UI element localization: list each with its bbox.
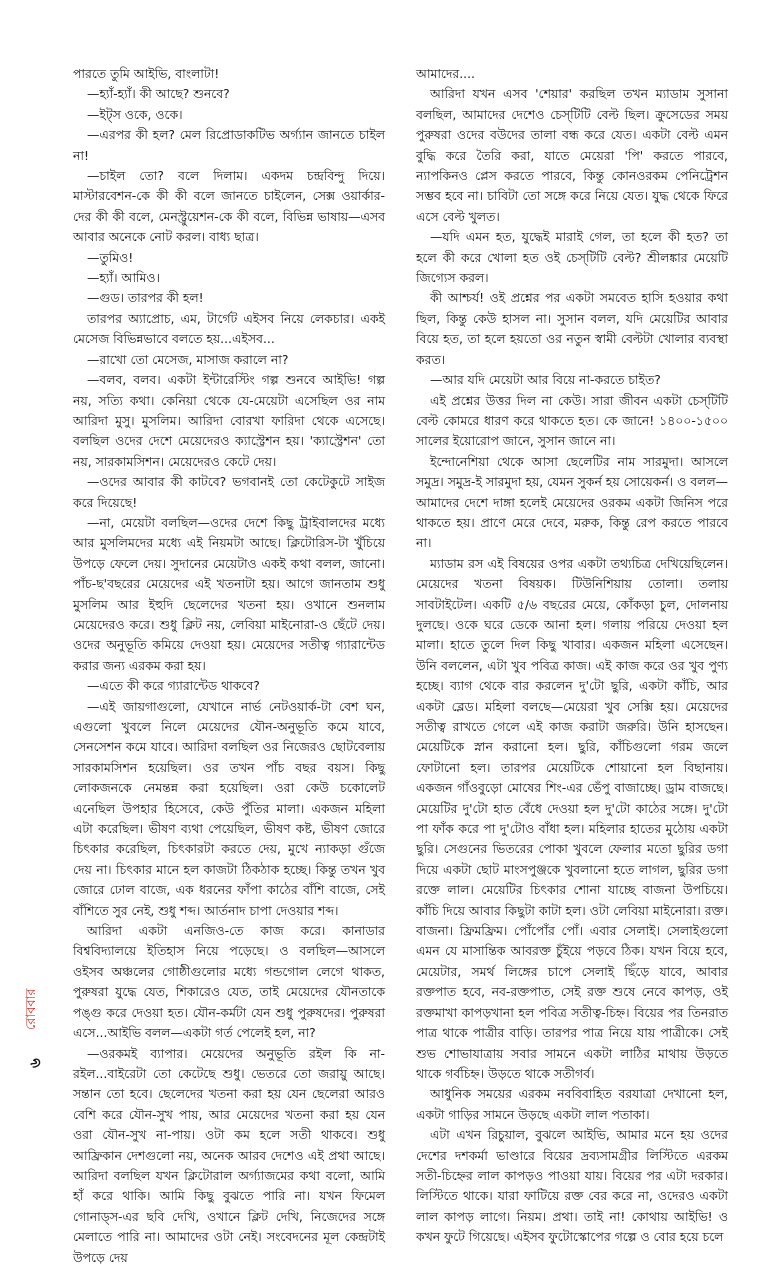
paragraph: —এই জায়গাগুলো, যেখানে নার্ভ নেটওয়ার্ক-টা বেশ ঘন, এগুলো খুবলে নিলে মেয়েদের যৌন-অনুভূতি কমে যাবে, সেনসেশন কমে যাবে। আরিদা বলছিল ওর নিজেরও ছোটবেলায় সারকামসিশন হয়েছিল। ওর তখন পাঁচ বছর বয়স। কিছু লোকজনকে নেমন্তন্ন করা হয়েছিল। ওরা কেউ চকোলেট এনেছিল উপহার হিসেবে, কেউ পুঁতির মালা। একজন মহিলা এটা করেছিল। ভীষণ ব্যথা পেয়েছিল, ভীষণ কষ্ট, ভীষণ জোরে চিৎকার করেছিল, চিৎকারটা করতে দেয়, মুখে ন্যাকড়া গুঁজে দেয় না। চিৎকার মানে হল কাজটা ঠিকঠাক হচ্ছে। কিন্তু তখন খুব জোরে ঢোল বাজে, এক ধরনের ফাঁপা কাঠের বাঁশি বাজে, সেই বাঁশিতে সুর নেই, শুধু শব্দ। আর্তনাদ চাপা দেওয়ার শব্দ।	[73, 698, 385, 918]
paragraph: —ওরকমই ব্যাপার। মেয়েদের অনুভূতি রইল কি না-রইল...বাইরেটা তো কেটেছে শুধু। ভেতরে তো জরায়ু আছে। সন্তান তো হবে। ছেলেদের খতনা করা হয় যেন ছেলেরা আরও বেশি করে যৌন-সুখ পায়, আর মেয়েদের খতনা করা হয় যেন ওরা যৌন-সুখ না-পায়। ওটা কম হলে সতী থাকবে। শুধু আফ্রিকান দেশগুলো নয়, অনেক আরব দেশেও এই প্রথা আছে। আরিদা বলছিল যখন ক্লিটোরাল অর্গ্যাজমের কথা বলো, আমি হাঁ করে থাকি। আমি কিছু বুঝতে পারি না। যখন ফিমেল গোনাড্‌স-এর ছবি দেখি, ওখানে ক্লিট দেখি, নিজেদের সঙ্গে মেলাতে পারি না। আমাদের ওটা নেই। সংবেদনের মূল কেন্দ্রটাই উপড়ে দেয়	[73, 1045, 385, 1265]
paragraph: আমাদের....	[416, 66, 475, 81]
paragraph: ইন্দোনেশিয়া থেকে আসা ছেলেটির নাম সারমুদা। আসলে সমুদ্র। সমুদ্র-ই সারমুদা হয়, যেমন সুকর্ন হয় সোয়েকর্ন। ও বলল—আমাদের দেশে দাঙ্গা হলেই মেয়েদের ওরকম একটা জিনিস পরে থাকতে হয়। প্রাণে মেরে দেবে, মরুক, কিন্তু রেপ করতে পারবে না।	[416, 453, 728, 551]
paragraph: —রাখো তো মেসেজ, মাসাজ করালে না?	[87, 351, 289, 367]
paragraph: তারপর অ্যাপ্রোচ, এম, টার্গেট এইসব নিয়ে লেকচার। একই মেসেজ বিভিন্নভাবে বলতে হয়...এইসব...	[73, 310, 385, 347]
paragraph: আধুনিক সময়ের এরকম নববিবাহিত বরযাত্রা দেখানো হল, একটা গাড়ির সামনে উড়ছে একটা লাল পতাকা।	[416, 1086, 728, 1122]
paragraph: —বলব, বলব। একটা ইন্টারেস্টিং গল্প শুনবে আইভি! গল্প নয়, সত্যি কথা। কেনিয়া থেকে যে-মেয়েটা এসেছিল ওর নাম আরিদা মুসু। মুসলিম। আরিদা বোরখা ফারিদা থেকে এসেছে। বলছিল ওদের দেশে মেয়েদেরও ক্যাস্ট্রেশন হয়। 'ক্যাস্ট্রেশন' তো নয়, সারকামসিশন। মেয়েদেরও কেটে দেয়।	[73, 372, 385, 469]
paragraph: এই প্রশ্নের উত্তর দিল না কেউ। সারা জীবন একটা চেস্‌টিটি বেল্ট কোমরে ধারণ করে থাকতে হত। কে জানে! ১৪০০-১৫০০ সালের ইয়োরোপ জানে, সুসান জানে না।	[416, 392, 728, 449]
left-text-column	[73, 64, 385, 1265]
paragraph: —হ্যাঁ-হ্যাঁ। কী আছে? শুনবে?	[87, 86, 230, 102]
paragraph: —আর যদি মেয়েটা আর বিয়ে না-করতে চাইত?	[430, 372, 661, 388]
paragraph: —তুমিও!	[87, 249, 134, 265]
paragraph: —ইট্‌স ওকে, ওকে।	[87, 106, 183, 122]
right-text-column	[416, 64, 728, 1245]
paragraph: —যদি এমন হত, যুদ্ধেই মারাই গেল, তা হলে কী হত? তা হলে কী করে খোলা হত ওই চেস্‌টিটি বেল্ট? শ্রীলঙ্কার মেয়েটি জিগ্যেস করল।	[416, 229, 728, 286]
paragraph: —না, মেয়েটা বলছিল—ওদের দেশে কিছু ট্রাইবালদের মধ্যে আর মুসলিমদের মধ্যে এই নিয়মটা আছে। ক্লিটোরিস-টা খুঁচিয়ে উপড়ে ফেলে দেয়। সুদানের মেয়েটাও একই কথা বলল, জানো। পাঁচ-ছ'বছরের মেয়েদের এই খতনাটা হয়। আগে জানতাম শুধু মুসলিম আর ইহুদি ছেলেদের খতনা হয়। ওখানে শুনলাম মেয়েদেরও করে। শুধু ক্লিট নয়, লেবিয়া মাইনোরা-ও ছেঁটে দেয়। ওদের অনুভূতি কমিয়ে দেওয়া হয়। মেয়েদের সতীত্ব গ্যারান্টেড করার জন্য এরকম করা হয়।	[73, 514, 385, 673]
paragraph: ম্যাডাম রস এই বিষয়ের ওপর একটা তথ্যচিত্র দেখিয়েছিলেন। মেয়েদের খতনা বিষয়ক। টিউনিশিয়ায় তোলা। তলায় সাবটাইটেল। একটি ৫/৬ বছরের মেয়ে, কোঁকড়া চুল, দোলনায় দুলছে। ওকে ঘরে ডেকে আনা হল। গলায় পরিয়ে দেওয়া হল মালা। হাতে তুলে দিল কিছু খাবার। একজন মহিলা এসেছেন। উনি বললেন, এটা খুব পবিত্র কাজ। এই কাজ করে ওর খুব পুণ্য হচ্ছে। ব্যাগ থেকে বার করলেন দু'টো ছুরি, একটা কাঁচি, আর একটা ব্লেড। মহিলা বলছে—মেয়েরা খুব সেক্সি হয়। মেয়েদের সতীত্ব রাখতে গেলে এই কাজ করাটা জরুরি। উনি হাসছেন। মেয়েটিকে স্নান করানো হল। ছুরি, কাঁচিগুলো গরম জলে ফোটানো হল। তারপর মেয়েটিকে শোয়ানো হল বিছানায়। একজন গাঁওবুড়ো মোষের শিং-এর ভেঁপু বাজাচ্ছে। ড্রাম বাজছে। মেয়েটির দু'টো হাত বেঁধে দেওয়া হল দু'টো কাঠের সঙ্গে। দু'টো পা ফাঁক করে পা দু'টোও বাঁধা হল। মহিলার হাতের মুঠোয় একটা ছুরি। সেগুনের ভিতরের পোকা খুবলে ফেলার মতো ছুরির ডগা দিয়ে একটা ছোট মাংসপুঞ্জকে খুবলানো হতে লাগল, ছুরির ডগা রক্তে লাল। মেয়েটির চিৎকার শোনা যাচ্ছে বাজনা উপচিয়ে। কাঁচি দিয়ে আবার কিছুটা কাটা হল। ওটা লেবিয়া মাইনোরা। রক্ত। বাজনা। ফ্রিমফ্রিম। পোঁপোঁর পোঁ। এবার সেলাই। সেলাইগুলো এমন যে মাসান্তিক আবরক্ত চুঁইয়ে পড়বে ঠিক। যখন বিয়ে হবে, মেয়েটার, সমর্থ লিঙ্গের চাপে সেলাই ছিঁড়ে যাবে, আবার রক্তপাত হবে, নব-রক্তপাত, সেই রক্ত শুষে নেবে কাপড়, ওই রক্তমাখা কাপড়খানা হল পবিত্র সতীত্ব-চিহ্ন। বিয়ের পর তিনরাত পাত্র থাকে পাত্রীর বাড়ি। তারপর পাত্র নিয়ে যায় পাত্রীকে। সেই শুভ শোভাযাত্রায় সবার সামনে একটা লাঠির মাথায় উড়তে থাকে গর্বচিহ্ন। উড়তে থাকে সতীগর্ব।	[416, 555, 728, 1081]
paragraph: —চাইল তো? বলে দিলাম। একদম চন্দ্রবিন্দু দিয়ে। মাস্টারবেশন-কে কী কী বলে জানতে চাইলেন, সেক্স ওয়ার্কার-দের কী কী বলে, মেনস্ট্রুয়েশন-কে কী বলে, বিভিন্ন ভাষায়—এসব আবার অনেকে নোট করল। বাধ্য ছাত্র।	[73, 168, 385, 245]
paragraph: —এরপর কী হল? মেল রিপ্রোডাকটিভ অর্গ্যান জানতে চাইল না!	[73, 127, 385, 163]
paragraph: —গুড। তারপর কী হল!	[87, 290, 204, 306]
paragraph: —ওদের আবার কী কাটবে? ভগবানই তো কেটেকুটে সাইজ করে দিয়েছে!	[73, 474, 385, 510]
paragraph: আরিদা একটা এনজিও-তে কাজ করে। কানাডার বিশ্ববিদ্যালয়ে ইতিহাস নিয়ে পড়েছে। ও বলছিল—আসলে ওইসব অঞ্চলের গোষ্ঠীগুলোর মধ্যে গন্ডগোল লেগে থাকত, পুরুষরা যুদ্ধে যেত, শিকারেও যেত, তাই মেয়েদের যৌনতাকে পঙ্গু করে দেওয়া হত। যৌন-কর্মটা যেন শুধু পুরুষদের। পুরুষরা এসে...আইভি বলল—একটা গর্ত পেলেই হল, না?	[73, 923, 385, 1041]
paragraph: পারতে তুমি আইভি, বাংলাটা!	[73, 66, 220, 81]
paragraph: আরিদা যখন এসব 'শেয়ার' করছিল তখন ম্যাডাম সুসানা বলছিল, আমাদের দেশেও চেস্‌টিটি বেল্ট ছিল। ক্রুসেডের সময় পুরুষরা ওদের বউদের তালা বন্ধ করে যেত। একটা বেল্ট এমন বুদ্ধি করে তৈরি করা, যাতে মেয়েরা 'পি' করতে পারবে, ন্যাপকিনও প্লেস করতে পারবে, কিন্তু কোনওরকম পেনিট্রেশন সম্ভব হবে না। চাবিটা তো সঙ্গে করে নিয়ে যেত। যুদ্ধ থেকে ফিরে এসে বেল্ট খুলত।	[416, 86, 728, 224]
paragraph: এটা এখন রিচুয়াল, বুঝলে আইভি, আমার মনে হয় ওদের দেশের দশকর্মা ভাণ্ডারে বিয়ের দ্রব্যসামগ্রীর লিস্টিতে এরকম সতী-চিহ্নের লাল কাপড়ও পাওয়া যায়। বিয়ের পর এটা দরকার। লিস্টিতে থাকে। যারা ফাটিয়ে রক্ত বের করে না, ওদেরও একটা লাল কাপড় লাগে। নিয়ম। প্রথা। তাই না! কোথায় আইভি! ও কখন ফুটে গিয়েছে। এইসব ফুটোস্কোপের গল্পে ও বোর হয়ে চলে	[416, 1127, 728, 1245]
magazine-name: রোববার	[24, 988, 39, 1030]
paragraph: —হ্যাঁ। আমিও।	[87, 270, 160, 286]
page-number: ৬	[26, 1058, 44, 1068]
paragraph: কী আশ্চর্য! ওই প্রশ্নের পর একটা সমবেত হাসি হওয়ার কথা ছিল, কিন্তু কেউ হাসল না। সুসান বলল, যদি মেয়েটির আবার বিয়ে হত, তা হলে হয়তো ওর নতুন স্বামী বেল্টটা খোলার ব্যবস্থা করত।	[416, 290, 728, 367]
paragraph: —এতে কী করে গ্যারান্টেড থাকবে?	[87, 678, 260, 694]
